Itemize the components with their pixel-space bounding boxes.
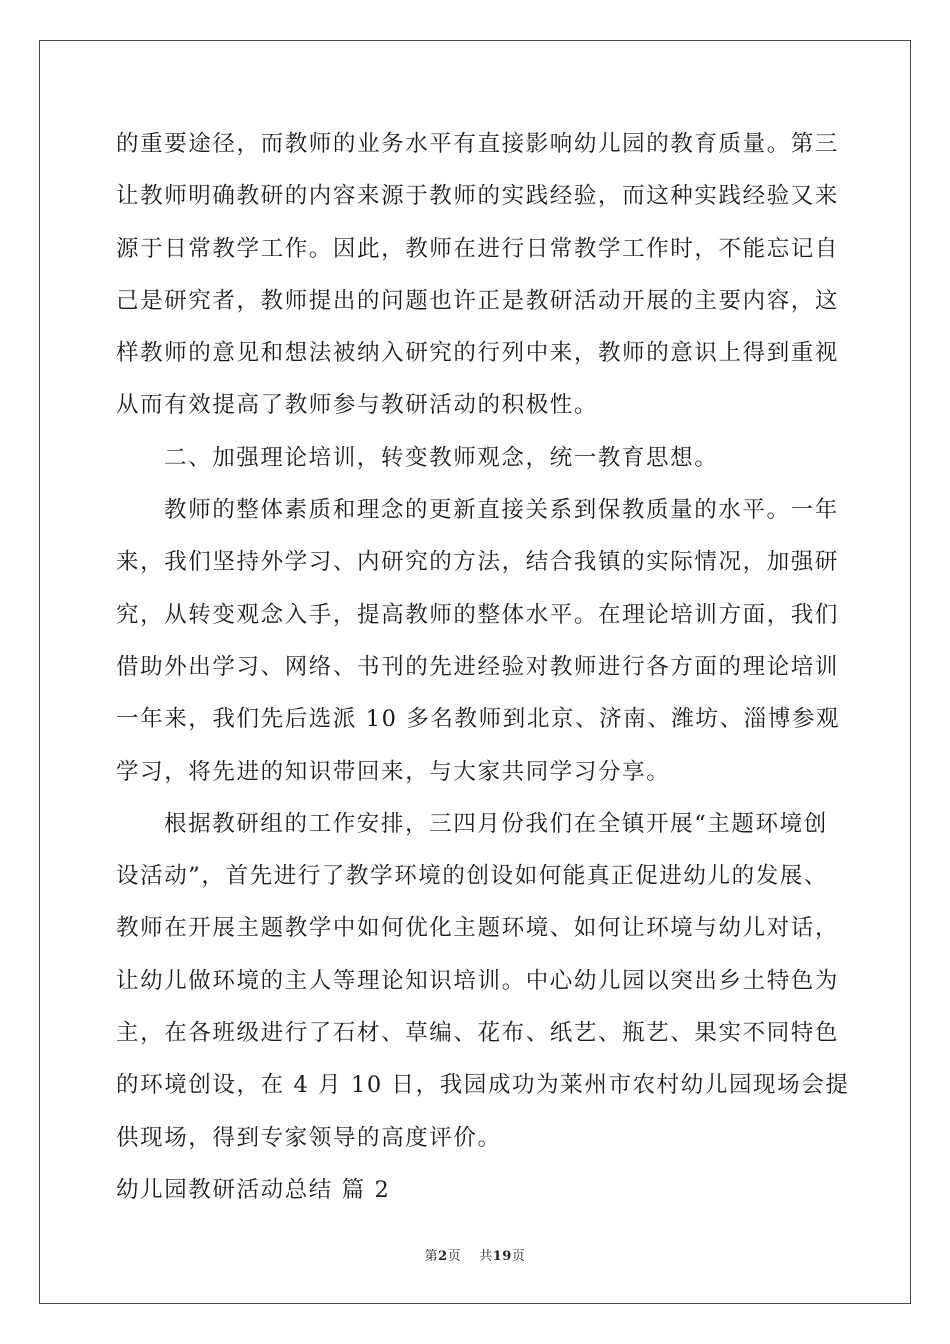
text-line: 的环境创设，在 4 月 10 日，我园成功为莱州市农村幼儿园现场会提 <box>116 1072 850 1099</box>
text-line: 的重要途径，而教师的业务水平有直接影响幼儿园的教育质量。第三 <box>116 131 840 157</box>
text-line: 教师在开展主题教学中如何优化主题环境、如何让环境与幼儿对话， <box>116 915 840 942</box>
article-title: 幼儿园教研活动总结 篇 2 <box>116 1176 391 1203</box>
total-suffix: 页 <box>511 1249 526 1264</box>
text-line: 一年来，我们先后选派 10 多名教师到北京、济南、潍坊、淄博参观 <box>116 706 841 733</box>
page-footer <box>0 1245 950 1264</box>
text-line: 让幼儿做环境的主人等理论知识培训。中心幼儿园以突出乡土特色为 <box>116 967 840 994</box>
total-prefix: 共 <box>479 1249 493 1264</box>
page-suffix: 页 <box>447 1249 462 1264</box>
text-line: 来，我们坚持外学习、内研究的方法，结合我镇的实际情况，加强研 <box>116 549 840 576</box>
text-line: 供现场，得到专家领导的高度评价。 <box>116 1124 502 1151</box>
text-line: 究，从转变观念入手，提高教师的整体水平。在理论培训方面，我们 <box>116 601 840 628</box>
text-line: 教师的整体素质和理念的更新直接关系到保教质量的水平。一年 <box>164 497 839 524</box>
total-pages: 19 <box>492 1249 512 1264</box>
text-line: 根据教研组的工作安排，三四月份我们在全镇开展“主题环境创 <box>164 810 828 837</box>
section-heading: 二、加强理论培训，转变教师观念，统一教育思想。 <box>164 444 719 471</box>
text-line: 主，在各班级进行了石材、草编、花布、纸艺、瓶艺、果实不同特色 <box>116 1020 840 1047</box>
text-line: 让教师明确教研的内容来源于教师的实践经验，而这种实践经验又来 <box>116 183 840 210</box>
text-line: 学习，将先进的知识带回来，与大家共同学习分享。 <box>116 758 671 785</box>
text-line: 己是研究者，教师提出的问题也许正是教研活动开展的主要内容，这 <box>116 287 840 314</box>
page-prefix: 第 <box>424 1249 439 1264</box>
page-number: 2 <box>438 1249 448 1264</box>
paragraph-2 <box>116 484 841 798</box>
paragraph-1 <box>116 118 840 432</box>
document-body <box>116 118 850 1216</box>
text-line: 源于日常教学工作。因此，教师在进行日常教学工作时，不能忘记自 <box>116 235 840 262</box>
text-line: 借助外出学习、网络、书刊的先进经验对教师进行各方面的理论培训 <box>116 653 840 680</box>
paragraph-3 <box>116 798 850 1164</box>
text-line: 从而有效提高了教师参与教研活动的积极性。 <box>116 392 599 419</box>
text-line: 设活动”，首先进行了教学环境的创设如何能真正促进幼儿的发展、 <box>116 863 829 890</box>
text-line: 样教师的意见和想法被纳入研究的行列中来，教师的意识上得到重视 <box>116 340 840 367</box>
